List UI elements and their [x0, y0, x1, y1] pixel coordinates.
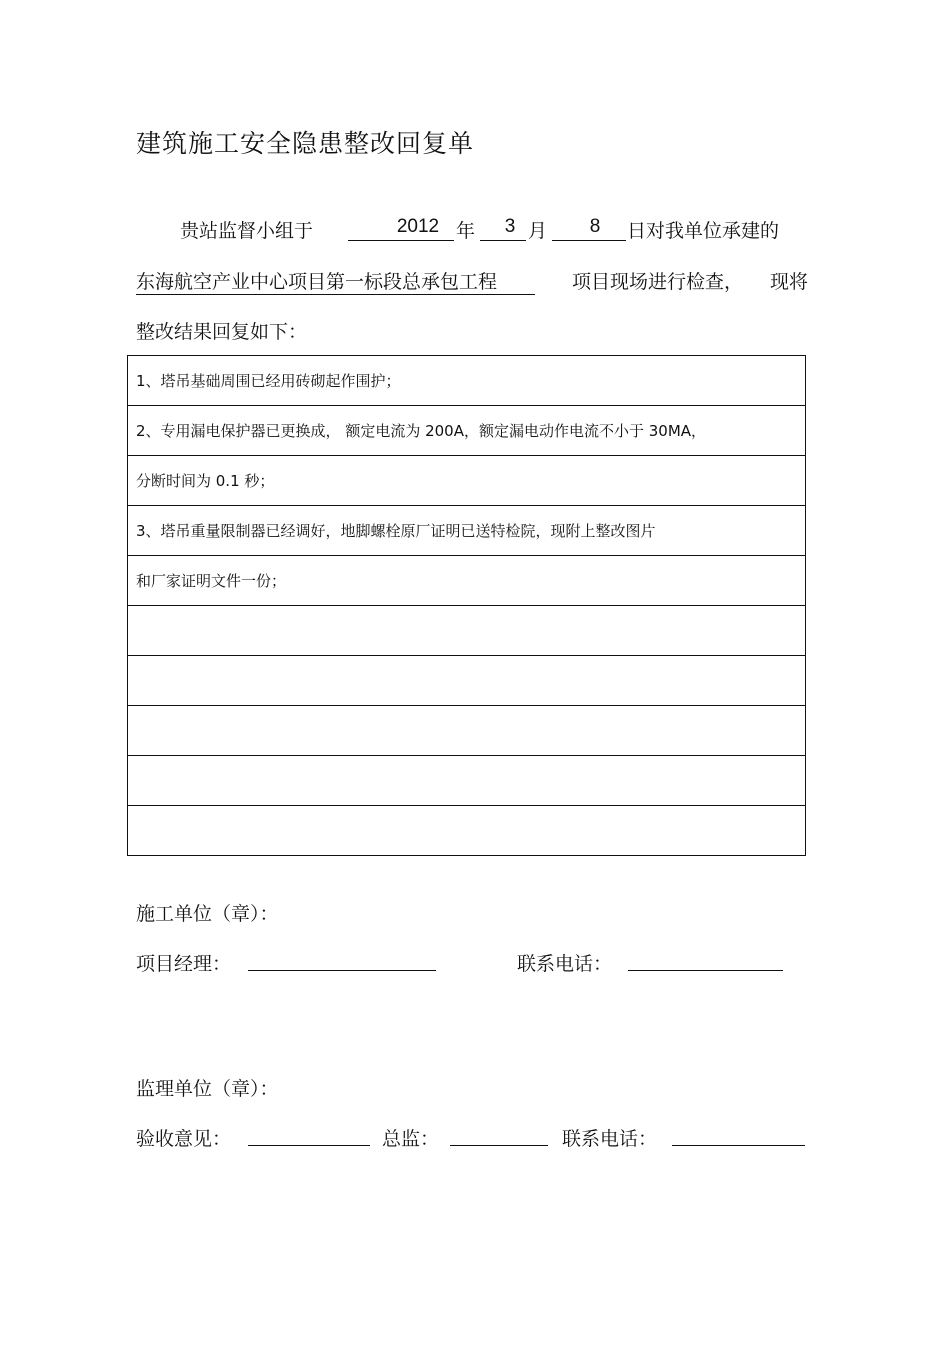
table-row	[128, 606, 806, 656]
table-cell[interactable]	[128, 806, 806, 856]
intro-after-project: 项目现场进行检查，	[572, 271, 744, 293]
table-cell[interactable]: 和厂家证明文件一份；	[128, 556, 806, 606]
day-unit: 日对我单位承建的	[627, 220, 780, 242]
intro-line3: 整改结果回复如下：	[136, 321, 308, 343]
year-underline	[348, 240, 454, 241]
document-title: 建筑施工安全隐患整改回复单	[136, 129, 475, 158]
supervision-phone-field[interactable]	[672, 1145, 805, 1146]
table-row	[128, 556, 806, 606]
year-unit: 年	[456, 220, 476, 242]
month-underline	[480, 240, 526, 241]
project-manager-label: 项目经理：	[136, 953, 232, 975]
supervision-phone-label: 联系电话：	[562, 1128, 658, 1150]
month-field[interactable]: 3	[504, 216, 516, 237]
chief-supervisor-label: 总监：	[382, 1128, 440, 1150]
table-row	[128, 406, 806, 456]
table-cell[interactable]: 分断时间为 0.1 秒；	[128, 456, 806, 506]
construction-phone-field[interactable]	[628, 970, 783, 971]
intro-now: 现将	[770, 271, 809, 293]
month-unit: 月	[528, 220, 548, 242]
table-cell[interactable]	[128, 606, 806, 656]
table-row	[128, 506, 806, 556]
table-cell[interactable]	[128, 706, 806, 756]
table-cell[interactable]: 2、专用漏电保护器已更换成， 额定电流为 200A，额定漏电动作电流不小于 30MA，	[128, 406, 806, 456]
project-name-field[interactable]: 东海航空产业中心项目第一标段总承包工程	[136, 267, 535, 295]
construction-phone-label: 联系电话：	[517, 953, 613, 975]
acceptance-opinion-label: 验收意见：	[136, 1128, 232, 1150]
table-row	[128, 656, 806, 706]
chief-supervisor-field[interactable]	[450, 1145, 548, 1146]
rectification-table	[127, 355, 806, 856]
table-row	[128, 806, 806, 856]
day-field[interactable]: 8	[589, 216, 601, 237]
intro-lead: 贵站监督小组于	[180, 220, 314, 242]
table-cell[interactable]	[128, 756, 806, 806]
day-underline	[552, 240, 626, 241]
table-row	[128, 706, 806, 756]
table-cell[interactable]	[128, 656, 806, 706]
table-cell[interactable]: 1、塔吊基础周围已经用砖砌起作围护；	[128, 356, 806, 406]
table-row	[128, 356, 806, 406]
acceptance-opinion-field[interactable]	[248, 1145, 370, 1146]
table-row	[128, 456, 806, 506]
year-field[interactable]: 2012	[396, 216, 440, 237]
project-manager-field[interactable]	[248, 970, 436, 971]
table-cell[interactable]: 3、塔吊重量限制器已经调好，地脚螺栓原厂证明已送特检院，现附上整改图片	[128, 506, 806, 556]
table-row	[128, 756, 806, 806]
construction-unit-label: 施工单位（章）：	[136, 903, 279, 925]
supervision-unit-label: 监理单位（章）：	[136, 1078, 279, 1100]
